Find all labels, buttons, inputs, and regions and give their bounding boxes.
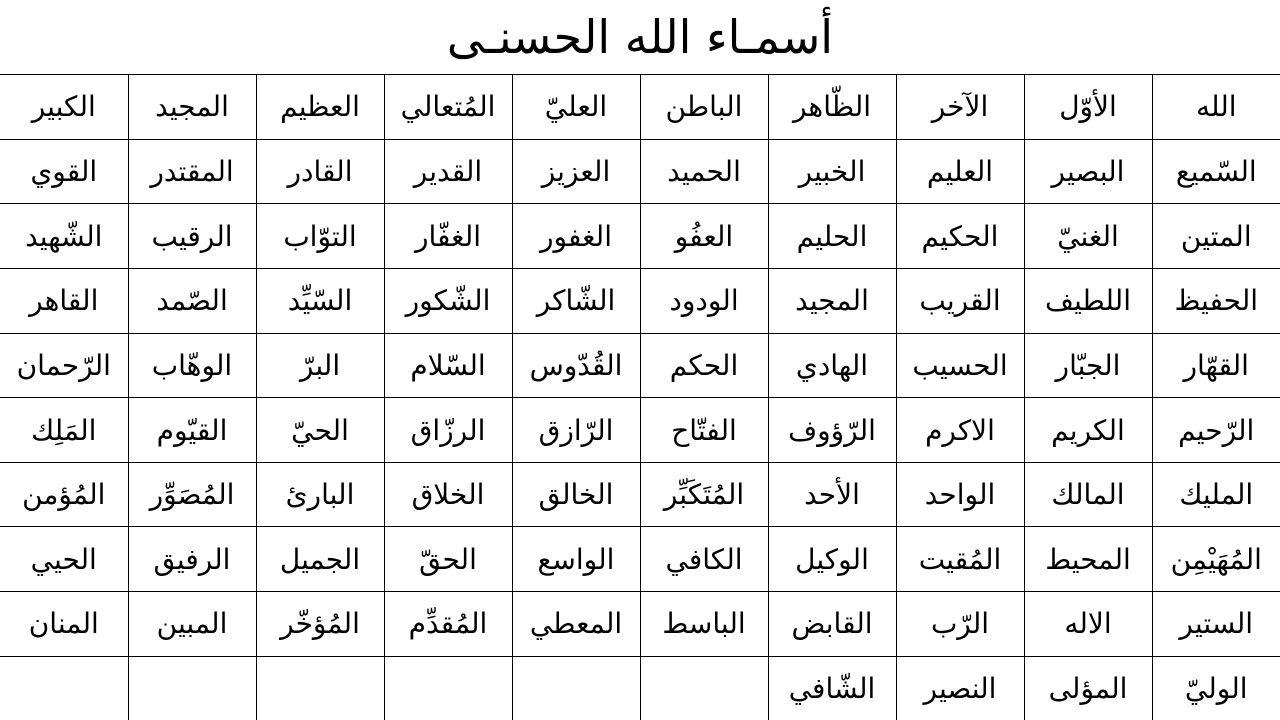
name-cell: الحقّ <box>384 527 512 592</box>
name-cell: الشّاكر <box>512 268 640 333</box>
name-cell: السّيِّد <box>256 268 384 333</box>
empty-cell <box>512 656 640 720</box>
name-cell: الخبير <box>768 139 896 204</box>
table-row <box>0 592 1280 657</box>
name-cell: اللطيف <box>1024 268 1152 333</box>
name-cell: الجبّار <box>1024 333 1152 398</box>
name-cell: الرّب <box>896 592 1024 657</box>
name-cell: الكريم <box>1024 398 1152 463</box>
name-cell: المنان <box>0 592 128 657</box>
name-cell: المبين <box>128 592 256 657</box>
table-row <box>0 656 1280 720</box>
name-cell: الودود <box>640 268 768 333</box>
table-row <box>0 398 1280 463</box>
name-cell: المُؤمن <box>0 462 128 527</box>
empty-cell <box>0 656 128 720</box>
name-cell: العفُو <box>640 204 768 269</box>
table-row <box>0 462 1280 527</box>
name-cell: القيّوم <box>128 398 256 463</box>
name-cell: الأحد <box>768 462 896 527</box>
name-cell: المُتَكَبِّر <box>640 462 768 527</box>
name-cell: البرّ <box>256 333 384 398</box>
name-cell: القاهر <box>0 268 128 333</box>
name-cell: الستير <box>1152 592 1280 657</box>
name-cell: الواسع <box>512 527 640 592</box>
name-cell: الخالق <box>512 462 640 527</box>
name-cell: المالك <box>1024 462 1152 527</box>
name-cell: الرفيق <box>128 527 256 592</box>
name-cell: القادر <box>256 139 384 204</box>
name-cell: الكبير <box>0 75 128 140</box>
name-cell: الوكيل <box>768 527 896 592</box>
name-cell: السّلام <box>384 333 512 398</box>
name-cell: القوي <box>0 139 128 204</box>
name-cell: المُقيت <box>896 527 1024 592</box>
name-cell: الحليم <box>768 204 896 269</box>
name-cell: الشّافي <box>768 656 896 720</box>
name-cell: الرّؤوف <box>768 398 896 463</box>
name-cell: القريب <box>896 268 1024 333</box>
name-cell: المعطي <box>512 592 640 657</box>
page-title: أسمـاء الله الحسنـى <box>446 10 834 64</box>
name-cell: الغنيّ <box>1024 204 1152 269</box>
name-cell: الحفيظ <box>1152 268 1280 333</box>
empty-cell <box>384 656 512 720</box>
name-cell: السّميع <box>1152 139 1280 204</box>
name-cell: الرقيب <box>128 204 256 269</box>
name-cell: المتين <box>1152 204 1280 269</box>
name-cell: البارئ <box>256 462 384 527</box>
name-cell: الوهّاب <box>128 333 256 398</box>
name-cell: القُدّوس <box>512 333 640 398</box>
name-cell: المُقدِّم <box>384 592 512 657</box>
table-row <box>0 268 1280 333</box>
table-row <box>0 333 1280 398</box>
name-cell: المَلِك <box>0 398 128 463</box>
name-cell: الباسط <box>640 592 768 657</box>
names-table-body <box>0 75 1280 720</box>
name-cell: الاكرم <box>896 398 1024 463</box>
name-cell: الحكم <box>640 333 768 398</box>
name-cell: الصّمد <box>128 268 256 333</box>
name-cell: العليّ <box>512 75 640 140</box>
name-cell: القدير <box>384 139 512 204</box>
name-cell: المحيط <box>1024 527 1152 592</box>
name-cell: الباطن <box>640 75 768 140</box>
name-cell: الله <box>1152 75 1280 140</box>
name-cell: الأوّل <box>1024 75 1152 140</box>
empty-cell <box>128 656 256 720</box>
name-cell: الآخر <box>896 75 1024 140</box>
table-row <box>0 204 1280 269</box>
name-cell: العزيز <box>512 139 640 204</box>
name-cell: القهّار <box>1152 333 1280 398</box>
empty-cell <box>640 656 768 720</box>
name-cell: البصير <box>1024 139 1152 204</box>
name-cell: الغفّار <box>384 204 512 269</box>
name-cell: المؤلى <box>1024 656 1152 720</box>
name-cell: الشّكور <box>384 268 512 333</box>
name-cell: المُتعالي <box>384 75 512 140</box>
name-cell: الوليّ <box>1152 656 1280 720</box>
name-cell: الرّحمان <box>0 333 128 398</box>
name-cell: الفتّاح <box>640 398 768 463</box>
name-cell: العظيم <box>256 75 384 140</box>
name-cell: المجيد <box>128 75 256 140</box>
name-cell: الكافي <box>640 527 768 592</box>
name-cell: الجميل <box>256 527 384 592</box>
names-table <box>0 74 1280 720</box>
name-cell: المقتدر <box>128 139 256 204</box>
name-cell: الحكيم <box>896 204 1024 269</box>
name-cell: الرّازق <box>512 398 640 463</box>
name-cell: الهادي <box>768 333 896 398</box>
name-cell: الرزّاق <box>384 398 512 463</box>
name-cell: الرّحيم <box>1152 398 1280 463</box>
name-cell: الظّاهر <box>768 75 896 140</box>
table-row <box>0 139 1280 204</box>
name-cell: الخلاق <box>384 462 512 527</box>
name-cell: التوّاب <box>256 204 384 269</box>
name-cell: المُصَوِّر <box>128 462 256 527</box>
name-cell: المليك <box>1152 462 1280 527</box>
name-cell: القابض <box>768 592 896 657</box>
table-row <box>0 527 1280 592</box>
name-cell: الغفور <box>512 204 640 269</box>
name-cell: الشّهيد <box>0 204 128 269</box>
name-cell: المُهَيْمِن <box>1152 527 1280 592</box>
name-cell: المُؤخّر <box>256 592 384 657</box>
name-cell: الاله <box>1024 592 1152 657</box>
empty-cell <box>256 656 384 720</box>
name-cell: المجيد <box>768 268 896 333</box>
table-row <box>0 75 1280 140</box>
name-cell: الحميد <box>640 139 768 204</box>
name-cell: الحسيب <box>896 333 1024 398</box>
name-cell: العليم <box>896 139 1024 204</box>
name-cell: الواحد <box>896 462 1024 527</box>
name-cell: الحيّ <box>256 398 384 463</box>
name-cell: النصير <box>896 656 1024 720</box>
name-cell: الحيي <box>0 527 128 592</box>
